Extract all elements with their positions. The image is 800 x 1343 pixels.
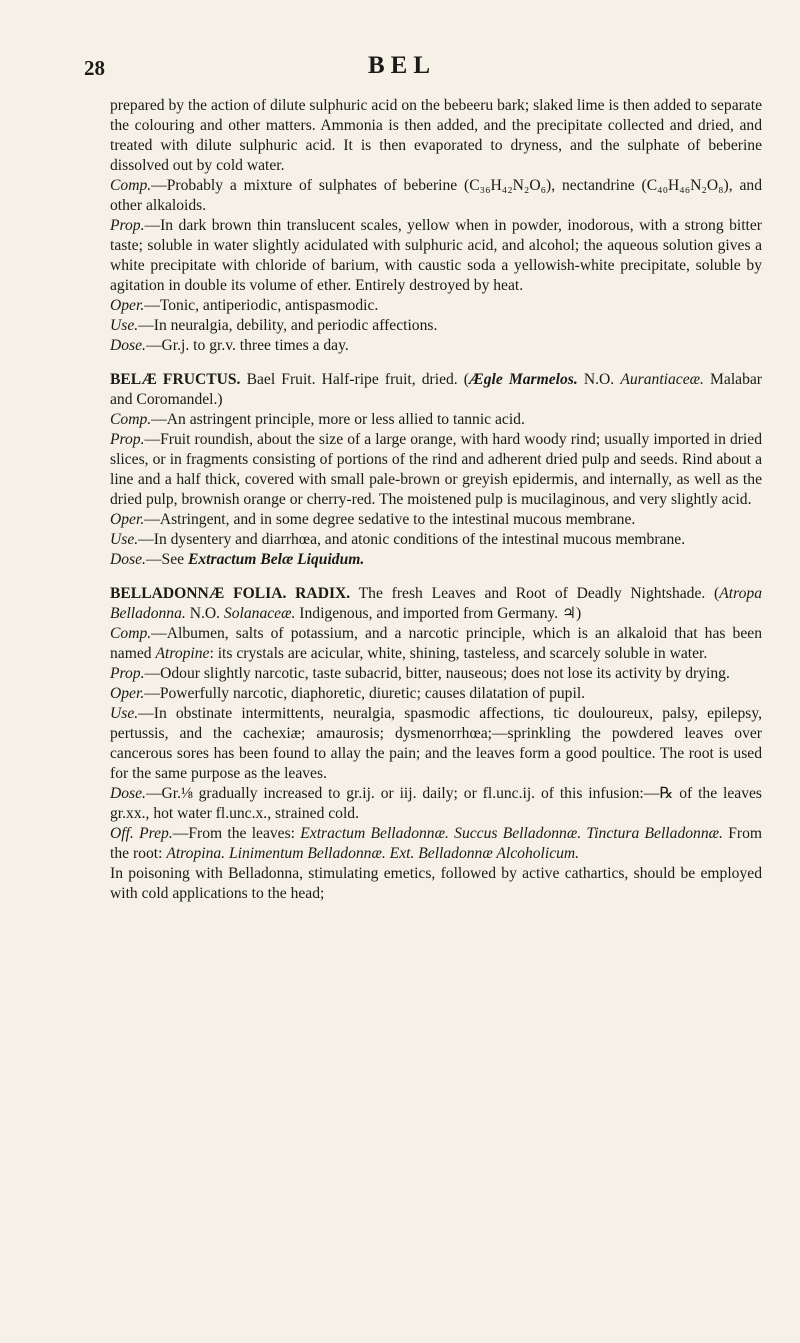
prop-text: —In dark brown thin translucent scales, yellow when in powder, inodorous, with a strong bitter taste; soluble in water slightly acidulated with sulphuric acid, and alcohol; the aqueous solution gives a white precipitate with chloride of barium, with caustic soda a yellowish-white precipitate, soluble by agitation in double its volume of ether. Entirely destroyed by heat. (110, 217, 762, 294)
page-header (84, 52, 760, 82)
alkaloid-name: Atropine (155, 645, 210, 662)
use-label: Use. (110, 317, 139, 334)
dose-label: Dose. (110, 337, 146, 354)
off-prep-text: From the root: (110, 825, 762, 862)
page-body (110, 96, 762, 904)
comp-label: Comp. (110, 625, 152, 642)
entry-desc: The fresh Leaves and Root of Deadly Nightshade. ( (350, 585, 720, 602)
use-text: —In neuralgia, debility, and periodic affections. (138, 317, 438, 334)
dose-text: —See (145, 551, 188, 568)
entry-desc: N.O. (185, 605, 224, 622)
oper-text: —Astringent, and in some degree sedative to the intestinal mucous membrane. (144, 511, 636, 528)
species-name: Atropa Belladonna. (110, 585, 762, 622)
use-text: —In obstinate intermittents, neuralgia, spasmodic affections, tic douloureux, palsy, epilepsy, pertussis, and the cachexiæ; amaurosis; dysmenorrhœa;—sprinkling the powdered leaves over cancerous sores has been found to allay the pain; and the leaves form a good poultice. The root is used for the same purpose as the leaves. (110, 705, 762, 782)
use-label: Use. (110, 531, 139, 548)
prop-field (110, 430, 762, 510)
off-prep-root-items: Atropina. Linimentum Belladonnæ. Ext. Belladonnæ Alcoholicum. (166, 845, 580, 862)
oper-field (110, 510, 762, 530)
natural-order: Solanaceæ. (223, 605, 296, 622)
use-field (110, 530, 762, 550)
dose-label: Dose. (110, 551, 146, 568)
off-prep-text: —From the leaves: (172, 825, 301, 842)
entry-heading-line (110, 370, 762, 410)
use-label: Use. (110, 705, 139, 722)
comp-text: —Albumen, salts of potassium, and a narcotic principle, which is an alkaloid that has been named (110, 625, 762, 662)
dose-field (110, 784, 762, 824)
page-number: 28 (84, 56, 105, 80)
off-prep-leaf-items: Extractum Belladonnæ. Succus Belladonnæ. Tinctura Belladonnæ. (300, 825, 723, 842)
oper-label: Oper. (110, 511, 145, 528)
oper-field (110, 684, 762, 704)
entry-desc: Indigenous, and imported from Germany. ♃) (295, 605, 582, 622)
use-text: —In dysentery and diarrhœa, and atonic conditions of the intestinal mucous membrane. (138, 531, 686, 548)
poisoning-text: In poisoning with Belladonna, stimulating emetics, followed by active cathartics, should be employed with cold applications to the head; (110, 865, 762, 902)
entry-belladonnae (110, 584, 762, 904)
natural-order: Aurantiaceæ. (620, 371, 704, 388)
entry-heading-line (110, 584, 762, 624)
comp-label: Comp. (110, 177, 152, 194)
entry-heading: BELLADONNÆ FOLIA. RADIX. (110, 585, 351, 602)
off-prep-field (110, 824, 762, 864)
oper-text: —Tonic, antiperiodic, antispasmodic. (144, 297, 379, 314)
dose-reference: Extractum Belæ Liquidum. (187, 551, 365, 568)
process-text: prepared by the action of dilute sulphuric acid on the bebeeru bark; slaked lime is then added to separate the colouring and other matters. Ammonia is then added, and the precipitate collected and dried, and treated with dilute sulphuric acid. It is then evaporated to dryness, and the sulphate of beberine dissolved out by cold water. (110, 97, 762, 174)
species-name: Ægle Marmelos. (469, 371, 578, 388)
comp-field (110, 624, 762, 664)
dose-text: —Gr.⅛ gradually increased to gr.ij. or iij. daily; or fl.unc.ij. of this infusion:—℞ of the leaves gr.xx., hot water fl.unc.x., strained cold. (110, 785, 762, 822)
running-head: BEL (367, 52, 437, 79)
prop-label: Prop. (110, 217, 145, 234)
prop-field (110, 216, 762, 296)
prop-label: Prop. (110, 665, 145, 682)
prop-label: Prop. (110, 431, 145, 448)
prop-text: —Fruit roundish, about the size of a large orange, with hard woody rind; usually imported in dried slices, or in fragments consisting of portions of the rind and adherent dried pulp and seeds. Rind about a line and a half thick, covered with small pale-brown or greyish epidermis, and internally, as well as the dried pulp, brownish orange or cherry-red. The moistened pulp is mucilaginous, and very slightly acid. (110, 431, 762, 508)
comp-text: —An astringent principle, more or less allied to tannic acid. (151, 411, 525, 428)
comp-text: : its crystals are acicular, white, shining, tasteless, and scarcely soluble in water. (209, 645, 708, 662)
oper-text: —Powerfully narcotic, diaphoretic, diuretic; causes dilatation of pupil. (144, 685, 586, 702)
comp-field (110, 176, 762, 216)
entry-desc: N.O. (577, 371, 621, 388)
comp-label: Comp. (110, 411, 152, 428)
prop-field (110, 664, 762, 684)
entry-heading: BELÆ FRUCTUS. (110, 371, 241, 388)
entry-belae-fructus (110, 370, 762, 570)
oper-label: Oper. (110, 297, 145, 314)
dose-field (110, 336, 762, 356)
comp-text: —Probably a mixture of sulphates of beberine (C₃₆H₄₂N₂O₆), nectandrine (C₄₀H₄₆N₂O₈), and other alkaloids. (110, 177, 762, 214)
off-prep-label: Off. Prep. (110, 825, 173, 842)
comp-field (110, 410, 762, 430)
prop-text: —Odour slightly narcotic, taste subacrid, bitter, nauseous; does not lose its activity by drying. (144, 665, 730, 682)
entry-continuation (110, 96, 762, 356)
use-field (110, 704, 762, 784)
dose-text: —Gr.j. to gr.v. three times a day. (145, 337, 349, 354)
dose-label: Dose. (110, 785, 146, 802)
oper-label: Oper. (110, 685, 145, 702)
oper-field (110, 296, 762, 316)
use-field (110, 316, 762, 336)
dose-field (110, 550, 762, 570)
entry-desc: Malabar and Coromandel.) (110, 371, 762, 408)
entry-desc: Bael Fruit. Half-ripe fruit, dried. ( (240, 371, 469, 388)
